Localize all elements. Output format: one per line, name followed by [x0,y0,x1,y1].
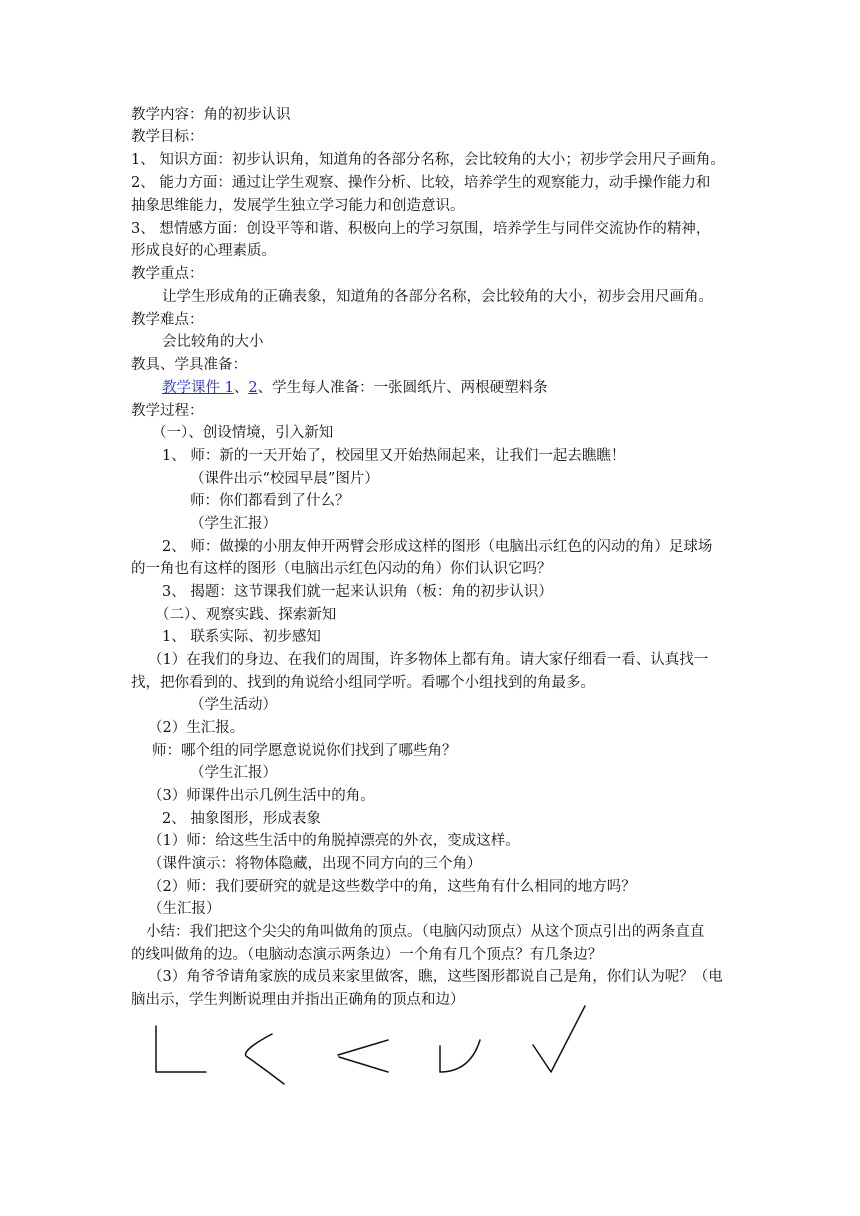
text-line: 2、 师：做操的小朋友伸开两臂会形成这样的图形（电脑出示红色的闪动的角）足球场 [162,539,713,555]
angle-figure-right-angle [156,1026,206,1072]
text-line: 师：你们都看到了什么？ [190,493,350,509]
text-line: （2）生汇报。 [148,720,245,736]
text-line: 脑出示，学生判断说理由并指出正确角的顶点和边） [131,992,465,1008]
text-line: 小结：我们把这个尖尖的角叫做角的顶点。（电脑闪动顶点）从这个顶点引出的两条直直 [146,924,705,940]
text-line: 的一角也有这样的图形（电脑出示红色闪动的角）你们认识它吗？ [131,561,552,577]
curved-angle-figure [246,1034,284,1084]
text-line: 2、 抽象图形，形成表象 [162,811,321,827]
text-line: 1、 知识方面：初步认识角，知道角的各部分名称，会比较角的大小；初步学会用尺子画角。 [131,152,725,168]
text-line: 2、 能力方面：通过让学生观察、操作分析、比较，培养学生的观察能力，动手操作能力和 [131,175,711,191]
section-heading: （一）、创设情境，引入新知 [152,425,334,441]
text-line: （学生活动） [190,697,277,713]
text-line: 会比较角的大小 [162,334,264,350]
text-line: （学生汇报） [190,765,277,781]
check-angle-figure [533,1006,585,1072]
text-line: （课件演示：将物体隐藏，出现不同方向的三个角） [148,856,482,872]
text-line: 教学难点： [131,312,204,328]
courseware-link-1[interactable]: 教学课件 1 [162,380,234,396]
text-line: 教具、学具准备： [131,357,247,373]
section-heading: （二）、观察实践、探索新知 [155,607,337,623]
text-line: （3）师课件出示几例生活中的角。 [148,788,375,804]
text-line: 找，把你看到的、找到的角说给小组同学听。看哪个小组找到的角最多。 [131,675,595,691]
text-line: （学生汇报） [190,516,277,532]
angle-figures [140,1000,600,1090]
text-line: 3、 揭题：这节课我们就一起来认识角（板：角的初步认识） [162,584,553,600]
courseware-link-2[interactable]: 2 [248,380,258,396]
text-line: （1）师：给这些生活中的角脱掉漂亮的外衣，变成这样。 [148,833,520,849]
text-line: 教学过程： [131,403,204,419]
text-line: 抽象思维能力，发展学生独立学习能力和创造意识。 [131,198,465,214]
materials-text: 、学生每人准备：一张圆纸片、两根硬塑料条 [257,380,548,396]
text-line: （课件出示“校园早晨”图片） [190,471,379,487]
open-angle-figure [338,1040,388,1072]
text-line: 1、 联系实际、初步感知 [162,629,321,645]
teaching-materials-line [162,377,548,399]
text-line: （1）在我们的身边、在我们的周围，许多物体上都有角。请大家仔细看一看、认真找一 [148,652,709,668]
text-line: 3、 想情感方面：创设平等和谐、积极向上的学习氛围，培养学生与同伴交流协作的精神， [131,221,711,237]
text-line: （生汇报） [148,901,221,917]
text-line: 形成良好的心理素质。 [131,243,276,259]
text-line: 教学重点： [131,266,204,282]
text-line: 让学生形成角的正确表象，知道角的各部分名称，会比较角的大小，初步会用尺画角。 [162,289,713,305]
rounded-corner-figure [440,1040,480,1072]
text-line: 的线叫做角的边。（电脑动态演示两条边）一个角有几个顶点？有几条边？ [131,947,603,963]
text-line: （2）师：我们要研究的就是这些数学中的角，这些角有什么相同的地方吗？ [148,879,636,895]
text-line: 师：哪个组的同学愿意说说你们找到了哪些角？ [152,743,457,759]
text-line: 教学内容：角的初步认识 [131,107,291,123]
separator: 、 [233,380,249,396]
text-line: （3）角爷爷请角家族的成员来家里做客，瞧，这些图形都说自己是角，你们认为呢？（电 [148,969,723,985]
text-line: 1、 师：新的一天开始了，校园里又开始热闹起来，让我们一起去瞧瞧！ [162,448,626,464]
text-line: 教学目标： [131,129,204,145]
